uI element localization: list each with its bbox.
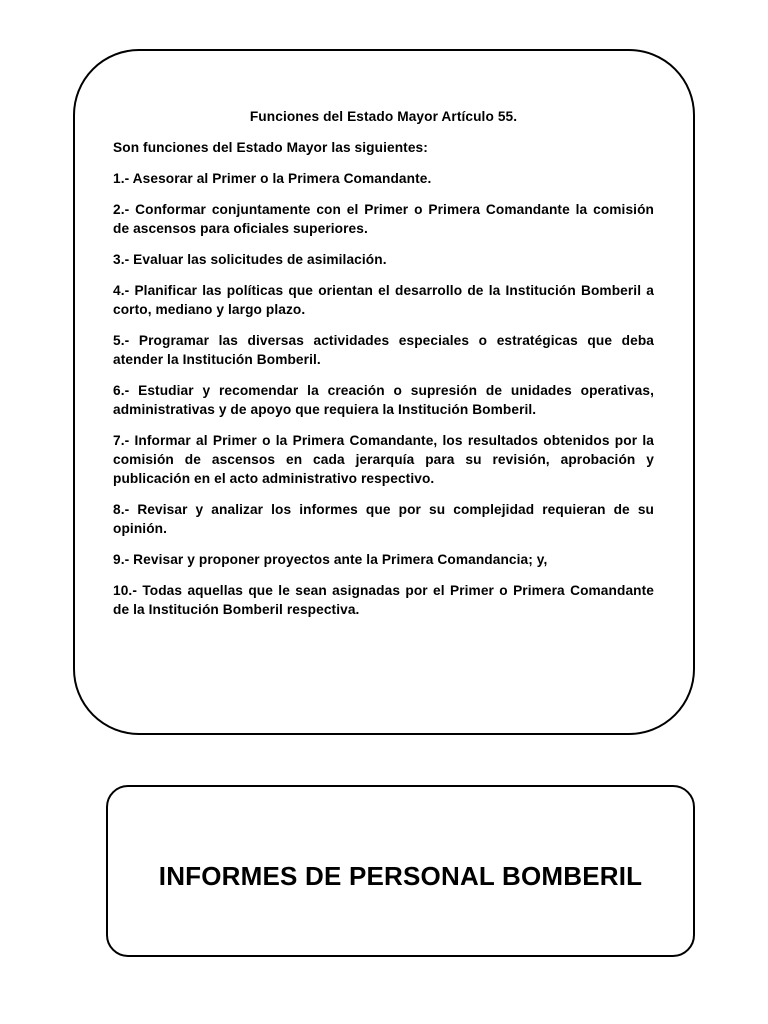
section-heading: INFORMES DE PERSONAL BOMBERIL (158, 861, 643, 891)
function-item-1: 1.- Asesorar al Primer o la Primera Comandante. (113, 171, 432, 186)
function-item-5: 5.- Programar las diversas actividades especiales o estratégicas que deba atender la Institución Bomberil. (113, 333, 654, 367)
document-title: Funciones del Estado Mayor Artículo 55. (249, 109, 518, 124)
function-item-7: 7.- Informar al Primer o la Primera Comandante, los resultados obtenidos por la comisión de ascensos en cada jerarquía para su revisión, aprobación y publicación en el acto administrativo respectivo. (113, 433, 654, 486)
function-item-9: 9.- Revisar y proponer proyectos ante la Primera Comandancia; y, (113, 552, 548, 567)
function-item-3: 3.- Evaluar las solicitudes de asimilación. (113, 252, 387, 267)
function-item-4: 4.- Planificar las políticas que orientan el desarrollo de la Institución Bomberil a corto, mediano y largo plazo. (113, 283, 654, 317)
function-item-2: 2.- Conformar conjuntamente con el Primer o Primera Comandante la comisión de ascensos para oficiales superiores. (113, 202, 654, 236)
function-item-6: 6.- Estudiar y recomendar la creación o supresión de unidades operativas, administrativas y de apoyo que requiera la Institución Bomberil. (113, 383, 654, 417)
document-intro: Son funciones del Estado Mayor las siguientes: (113, 140, 428, 155)
function-item-8: 8.- Revisar y analizar los informes que por su complejidad requieran de su opinión. (113, 502, 654, 536)
function-item-10: 10.- Todas aquellas que le sean asignadas por el Primer o Primera Comandante de la Institución Bomberil respectiva. (113, 583, 654, 617)
functions-text (113, 107, 654, 631)
